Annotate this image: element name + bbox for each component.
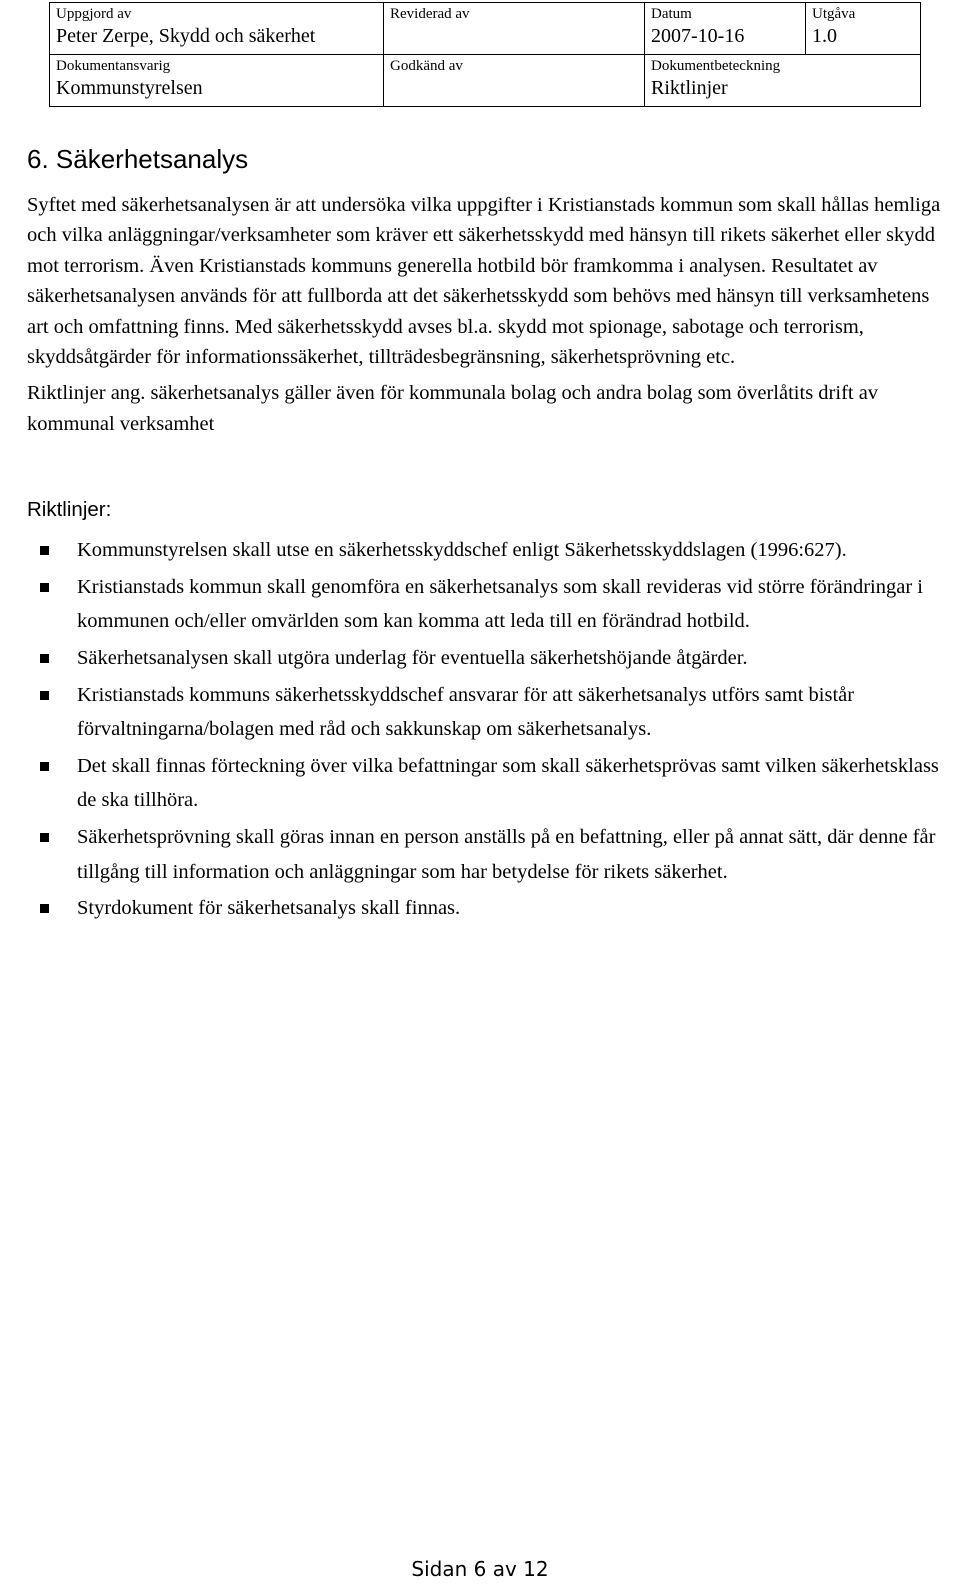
date-cell (645, 3, 806, 55)
date-label: Datum (651, 6, 692, 22)
guidelines-heading: Riktlinjer: (27, 498, 112, 522)
square-bullet-icon (40, 833, 49, 842)
guideline-text: Kommunstyrelsen skall utse en säkerhetsskyddschef enligt Säkerhetsskyddslagen (1996:627). (77, 539, 847, 562)
square-bullet-icon (40, 546, 49, 555)
date-value: 2007-10-16 (651, 25, 745, 47)
list-item (27, 533, 947, 568)
guideline-text: Det skall finnas förteckning över vilka befattningar som skall säkerhetsprövas samt vilken säkerhetsklass de ska tillhöra. (77, 754, 939, 812)
designation-label: Dokumentbeteckning (651, 58, 781, 74)
intro-paragraph: Syftet med säkerhetsanalysen är att undersöka vilka uppgifter i Kristianstads kommun som skall hållas hemliga och vilka anläggningar/verksamheter som kräver ett säkerhetsskydd med hänsyn till rikets säkerhet eller skydd mot terrorism. Även Kristianstads kommuns generella hotbild bör framkomma i analysen. Resultatet av säkerhetsanalysen används för att fullborda att det säkerhetsskydd som behövs med hänsyn till verksamhetens art och omfattning finns. Med säkerhetsskydd avses bl.a. skydd mot spionage, sabotage och terrorism, skyddsåtgärder för informationssäkerhet, tillträdesbegränsning, säkerhetsprövning etc. (27, 194, 941, 369)
designation-value: Riktlinjer (651, 77, 728, 99)
guideline-text: Styrdokument för säkerhetsanalys skall finnas. (77, 897, 461, 920)
section-title: 6. Säkerhetsanalys (27, 144, 249, 174)
edition-cell (806, 3, 921, 55)
revised-by-cell (384, 3, 645, 55)
list-item (27, 641, 947, 676)
square-bullet-icon (40, 904, 49, 913)
made-by-cell (50, 3, 384, 55)
list-item (27, 678, 947, 747)
guideline-text: Säkerhetsanalysen skall utgöra underlag för eventuella säkerhetshöjande åtgärder. (77, 647, 748, 670)
header-row-1 (50, 3, 921, 55)
made-by-label: Uppgjord av (56, 6, 132, 22)
section-content (27, 142, 947, 928)
square-bullet-icon (40, 654, 49, 663)
list-item (27, 749, 947, 818)
scope-paragraph: Riktlinjer ang. säkerhetsanalys gäller även för kommunala bolag och andra bolag som överlåtits drift av kommunal verksamhet (27, 382, 879, 435)
list-item (27, 820, 947, 889)
responsible-cell (50, 55, 384, 107)
document-header-table (49, 2, 921, 107)
guideline-text: Säkerhetsprövning skall göras innan en person anställs på en befattning, eller på annat sätt, där denne får tillgång till information och anläggningar som har betydelse för rikets säkerhet. (77, 826, 936, 883)
edition-label: Utgåva (812, 6, 856, 22)
approved-by-label: Godkänd av (390, 58, 463, 74)
made-by-value: Peter Zerpe, Skydd och säkerhet (56, 25, 316, 47)
square-bullet-icon (40, 583, 49, 592)
guideline-text: Kristianstads kommun skall genomföra en säkerhetsanalys som skall revideras vid större förändringar i kommunen och/eller omvärlden som kan komma att leda till en förändrad hotbild. (77, 575, 923, 633)
header-row-2 (50, 55, 921, 107)
page-number: Sidan 6 av 12 (411, 1557, 549, 1581)
responsible-value: Kommunstyrelsen (56, 77, 203, 99)
designation-cell (645, 55, 921, 107)
list-item (27, 891, 947, 926)
list-item (27, 570, 947, 639)
guidelines-list (27, 533, 947, 926)
square-bullet-icon (40, 691, 49, 700)
edition-value: 1.0 (812, 25, 837, 47)
approved-by-cell (384, 55, 645, 107)
guideline-text: Kristianstads kommuns säkerhetsskyddschef ansvarar för att säkerhetsanalys utförs samt bistår förvaltningarna/bolagen med råd och sakkunskap om säkerhetsanalys. (77, 683, 855, 741)
revised-by-label: Reviderad av (390, 6, 470, 22)
square-bullet-icon (40, 762, 49, 771)
responsible-label: Dokumentansvarig (56, 58, 171, 74)
